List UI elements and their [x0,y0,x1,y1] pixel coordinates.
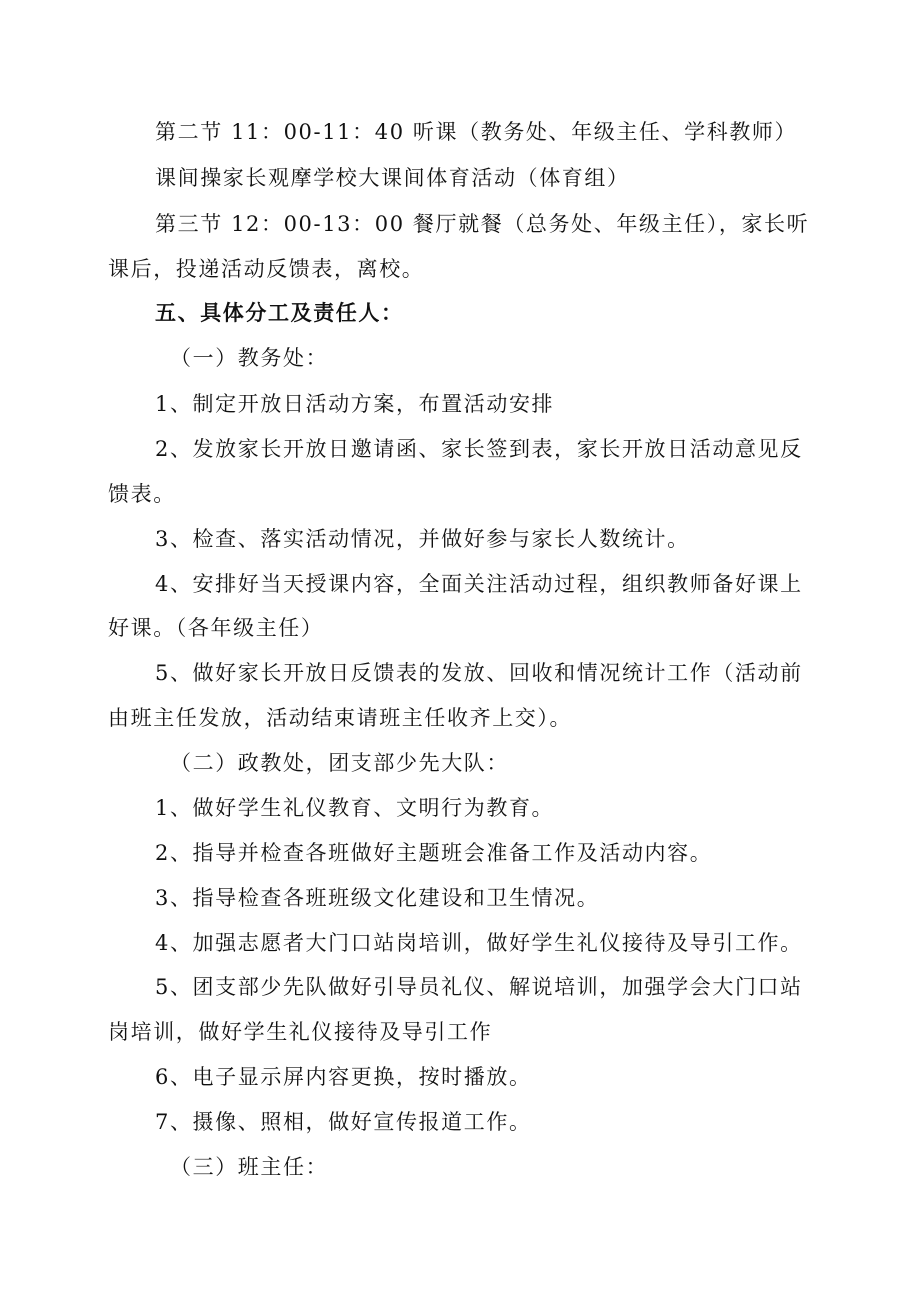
list-item: 7、摄像、照相，做好宣传报道工作。 [155,1110,532,1134]
list-item-cont: 由班主任发放，活动结束请班主任收齐上交）。 [108,706,573,730]
schedule-line-period-3-cont: 课后，投递活动反馈表，离校。 [108,257,425,281]
list-item: 2、指导并检查各班做好主题班会准备工作及活动内容。 [155,841,713,865]
list-item: 1、制定开放日活动方案，布置活动安排 [155,392,555,416]
list-item: 4、加强志愿者大门口站岗培训，做好学生礼仪接待及导引工作。 [155,931,803,955]
list-item-cont: 好课。（各年级主任） [108,616,324,640]
list-item: 2、发放家长开放日邀请函、家长签到表，家长开放日活动意见反 [155,437,803,461]
list-item: 5、团支部少先队做好引导员礼仪、解说培训，加强学会大门口站 [155,975,803,999]
schedule-line-period-2: 第二节 11：00-11：40 听课（教务处、年级主任、学科教师） [155,120,798,144]
list-item: 1、做好学生礼仪教育、文明行为教育。 [155,796,555,820]
list-item: 6、电子显示屏内容更换，按时播放。 [155,1065,532,1089]
list-item: 3、指导检查各班班级文化建设和卫生情况。 [155,886,600,910]
list-item: 4、安排好当天授课内容，全面关注活动过程，组织教师备好课上 [155,572,803,596]
list-item-cont: 岗培训，做好学生礼仪接待及导引工作 [108,1020,493,1044]
list-item-cont: 馈表。 [108,482,176,506]
subsection-heading-class-teacher: （三）班主任： [170,1155,329,1179]
schedule-line-break: 课间操家长观摩学校大课间体育活动（体育组） [155,166,630,190]
schedule-line-period-3: 第三节 12：00-13：00 餐厅就餐（总务处、年级主任），家长听 [155,212,810,236]
subsection-heading-political-education: （二）政教处，团支部少先大队： [170,751,509,775]
list-item: 3、检查、落实活动情况，并做好参与家长人数统计。 [155,527,690,551]
subsection-heading-academic-affairs: （一）教务处： [170,346,329,370]
list-item: 5、做好家长开放日反馈表的发放、回收和情况统计工作（活动前 [155,661,803,685]
section-heading-division-of-labor: 五、具体分工及责任人： [155,300,404,325]
